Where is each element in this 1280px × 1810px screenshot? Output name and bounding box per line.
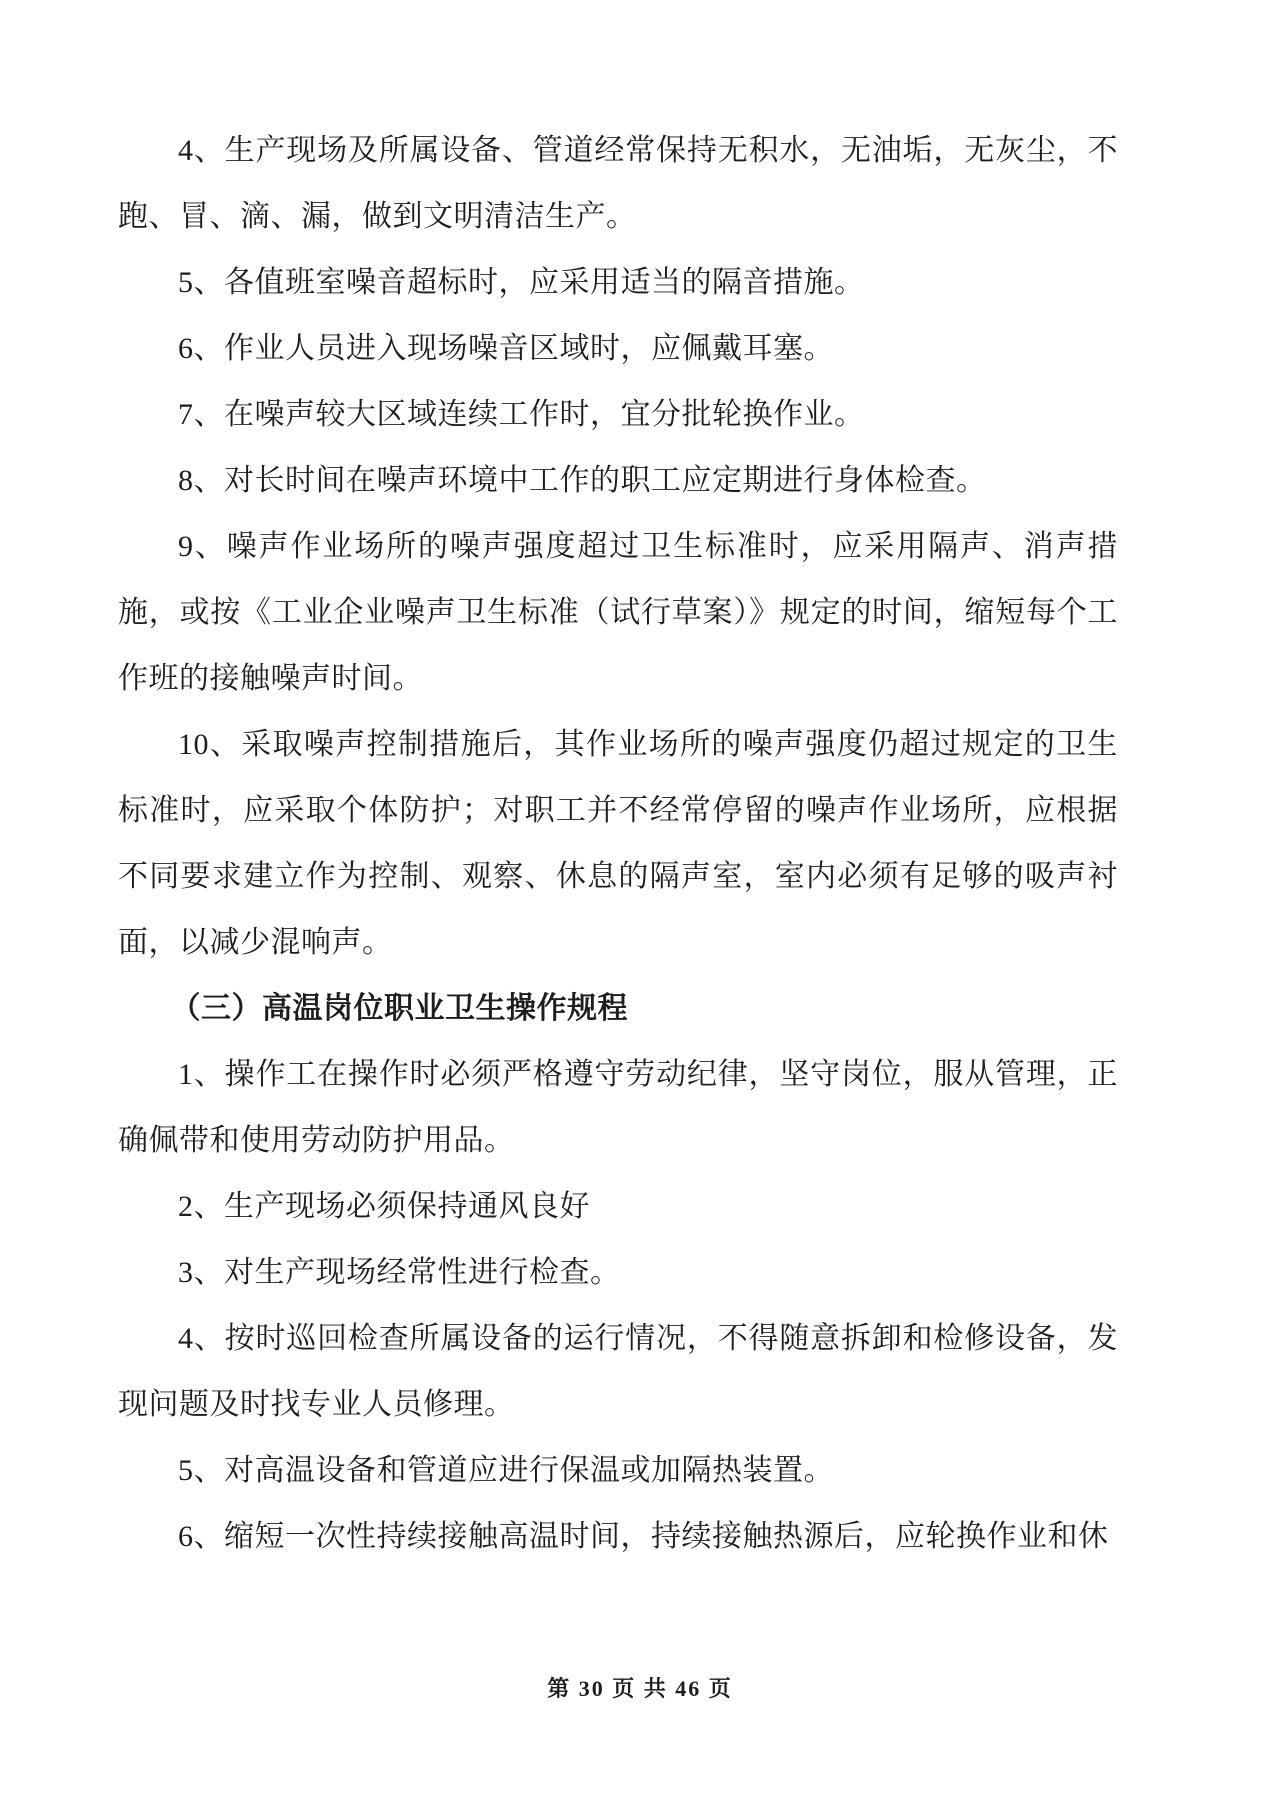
- list-item-hightemp-4: 4、按时巡回检查所属设备的运行情况，不得随意拆卸和检修设备，发现问题及时找专业人员修理。: [118, 1322, 1118, 1421]
- list-item-noise-9: 9、噪声作业场所的噪声强度超过卫生标准时，应采用隔声、消声措施，或按《工业企业噪声卫生标准（试行草案）》规定的时间，缩短每个工作班的接触噪声时间。: [118, 530, 1118, 695]
- list-item-hightemp-2: 2、生产现场必须保持通风良好: [178, 1190, 590, 1223]
- list-item-hightemp-1: 1、操作工在操作时必须严格遵守劳动纪律，坚守岗位，服从管理，正确佩带和使用劳动防护用品。: [118, 1058, 1118, 1157]
- list-item-noise-10: 10、采取噪声控制措施后，其作业场所的噪声强度仍超过规定的卫生标准时，应采取个体防护；对职工并不经常停留的噪声作业场所，应根据不同要求建立作为控制、观察、休息的隔声室，室内必须有足够的吸声衬面，以减少混响声。: [118, 728, 1118, 959]
- list-item-noise-6: 6、作业人员进入现场噪音区域时，应佩戴耳塞。: [178, 332, 834, 365]
- document-body: [118, 118, 1118, 1570]
- page-number-footer: 第 30 页 共 46 页: [547, 1676, 733, 1701]
- list-item-noise-7: 7、在噪声较大区域连续工作时，宜分批轮换作业。: [178, 398, 865, 431]
- list-item-hightemp-3: 3、对生产现场经常性进行检查。: [178, 1256, 621, 1289]
- list-item-noise-4: 4、生产现场及所属设备、管道经常保持无积水，无油垢，无灰尘，不跑、冒、滴、漏，做到文明清洁生产。: [118, 134, 1118, 233]
- list-item-noise-5: 5、各值班室噪音超标时，应采用适当的隔音措施。: [178, 266, 865, 299]
- list-item-hightemp-6: 6、缩短一次性持续接触高温时间，持续接触热源后，应轮换作业和休: [178, 1520, 1109, 1553]
- list-item-noise-8: 8、对长时间在噪声环境中工作的职工应定期进行身体检查。: [178, 464, 987, 497]
- list-item-hightemp-5: 5、对高温设备和管道应进行保温或加隔热装置。: [178, 1454, 834, 1487]
- section-heading-high-temperature: （三）高温岗位职业卫生操作规程: [170, 992, 628, 1025]
